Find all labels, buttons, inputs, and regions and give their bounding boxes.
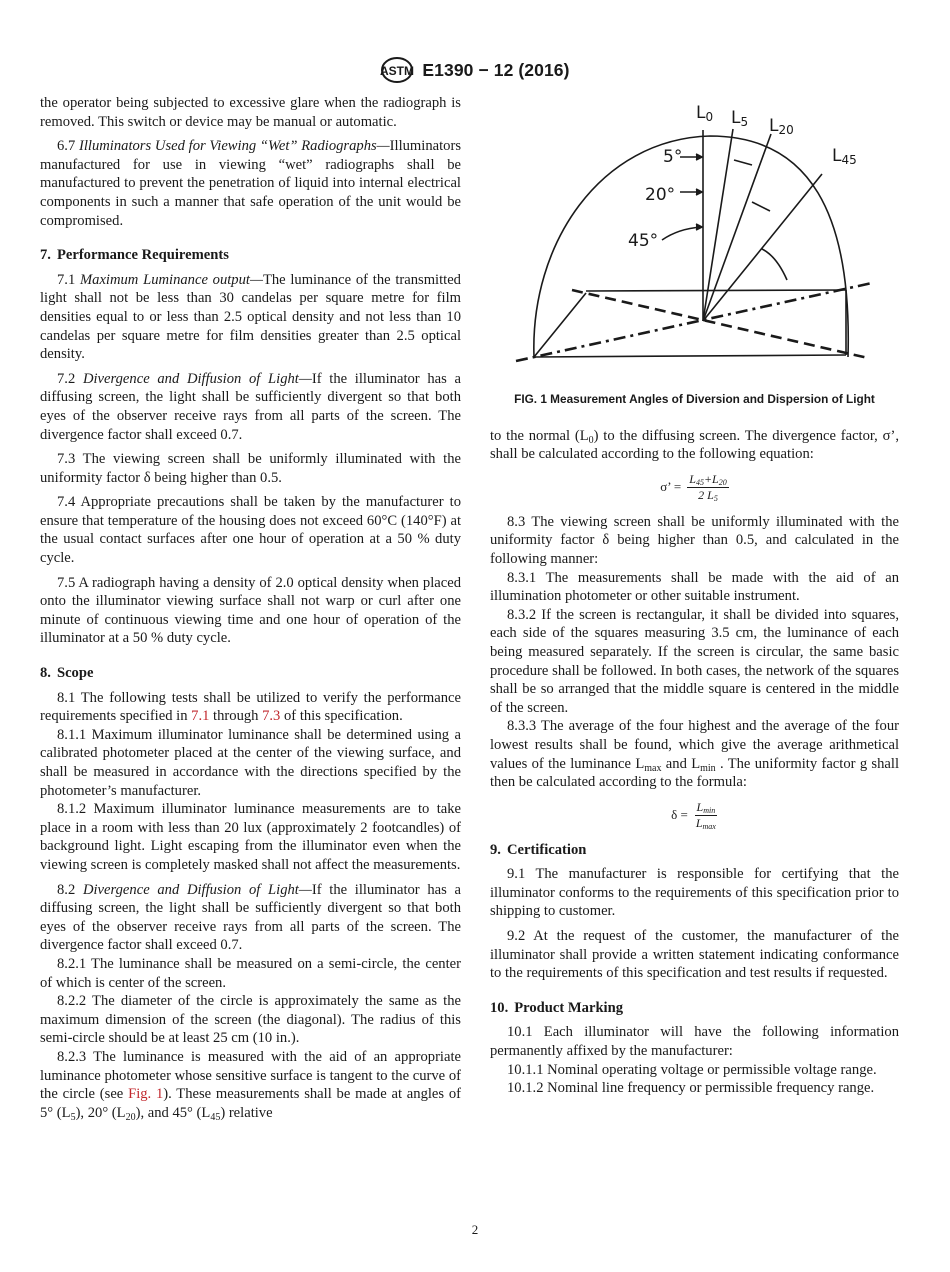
paragraph-8-1: 8.1 The following tests shall be utilized to verify the performance requirements specified in 7.1 through 7.3 of this specification. <box>40 689 461 725</box>
link-fig-1[interactable]: Fig. 1 <box>128 1086 164 1103</box>
svg-text:ASTM: ASTM <box>380 64 415 78</box>
paragraph-8-2-3: 8.2.3 The luminance is measured with the aid of an appropriate luminance photometer whose sensitive surface is tangent to the curve of the circle (see Fig. 1). These measurements shall be made at angles of 5° $(L_5)$, 20° $(L_{20})$, and 45° $(L_{45})$ relative <box>40 1048 462 1123</box>
paragraph-8-3: 8.3 The viewing screen shall be uniformly illuminated with the uniformity factor δ being higher than 0.5, and calculated in the following manner: <box>490 513 899 567</box>
paragraph-7-3: 7.3 The viewing screen shall be uniformly illuminated with the uniformity factor δ being higher than 0.5. <box>40 451 461 486</box>
link-7-1[interactable]: 7.1 <box>191 708 210 725</box>
paragraph-8-1-2: 8.1.2 Maximum illuminator luminance measurements are to take place in a room with less than 20 lux (approximately 2 footcandles) of background light. Light escaping from the illuminator even when the viewing screen is completely masked shall not affect the measurements. <box>40 801 461 873</box>
left-column <box>40 94 461 1122</box>
paragraph-8-2-1: 8.2.1 The luminance shall be measured on a semi-circle, the center of which is center of the screen. <box>40 955 461 991</box>
paragraph-8-3-1: 8.3.1 The measurements shall be made with the aid of an illumination photometer or other suitable instrument. <box>490 569 899 605</box>
paragraph-9-1: 9.1 The manufacturer is responsible for certifying that the illuminator conforms to the requirements of this specification prior to shipping to customer. <box>490 866 899 920</box>
label-l45: L45 <box>832 146 857 167</box>
figure-1-diagram <box>490 94 899 384</box>
document-id: E1390 − 12 (2016) <box>422 59 570 80</box>
section-9-heading: 9. Certification <box>490 841 587 858</box>
section-7-heading: 7. Performance Requirements <box>40 247 229 264</box>
label-l5: L5 <box>731 108 749 129</box>
label-20-degrees: 20° <box>645 185 676 205</box>
uniformity-equation: δ = $\frac{L_{min}}{L_{max}}$ <box>671 799 716 831</box>
label-5-degrees: 5° <box>663 147 683 167</box>
paragraph-8-2-2: 8.2.2 The diameter of the circle is approximately the same as the maximum dimension of the screen (the diagonal). The radius of this semi-circle should be at least 25 cm (10 in.). <box>40 993 461 1047</box>
paragraph-6-7: 6.7 Illuminators Used for Viewing “Wet” Radiographs—Illuminators manufactured for use in viewing “wet” radiographs shall be manufactured to prevent the penetration of liquid into internal electrical components in such a manner that safe operation of the unit would be compromised. <box>40 138 461 229</box>
section-10-heading: 10. Product Marking <box>490 999 624 1016</box>
paragraph-8-3-2: 8.3.2 If the screen is rectangular, it shall be divided into squares, each side of the squares measuring 3.5 cm, the luminance of each being measured separately. If the screen is circular, the same basic procedure shall be followed. In both cases, the network of the squares shall be so arranged that the middle square is centered in the middle of the screen. <box>490 606 899 716</box>
measurement-angles-diagram <box>490 94 899 374</box>
link-7-3[interactable]: 7.3 <box>262 708 281 725</box>
astm-logo-icon <box>380 56 414 84</box>
paragraph-8-2: 8.2 Divergence and Diffusion of Light—If the illuminator has a diffusing screen, the light shall be sufficiently divergent so that both eyes of the observer receive rays from all parts of the screen. The divergence factor shall exceed 0.7. <box>40 881 461 954</box>
paragraph-7-1: 7.1 Maximum Luminance output—The luminance of the transmitted light shall not be less than 30 candelas per square metre for film densities equal to or less than 2.5 optical density and not less than 10 candelas per square metre for film densities greater than 2.5 optical density. <box>40 271 461 363</box>
paragraph-continued: the operator being subjected to excessive glare when the radiograph is removed. This switch or device may be manual or automatic. <box>40 95 461 130</box>
label-45-degrees: 45° <box>628 231 659 251</box>
paragraph-8-3-3: 8.3.3 The average of the four highest and the average of the four lowest results shall be found, which give the average arithmetical values of the luminance $L_{max}$ and $L_{min}$ . The uniformity factor g shall then be calculated according to the formula: <box>490 718 899 791</box>
paragraph-10-1-2: 10.1.2 Nominal line frequency or permissible frequency range. <box>507 1080 875 1097</box>
paragraph-10-1: 10.1 Each illuminator will have the following information permanently affixed by the manufacturer: <box>490 1024 899 1060</box>
paragraph-10-1-1: 10.1.1 Nominal operating voltage or permissible voltage range. <box>507 1061 877 1078</box>
divergence-equation: σ’ = $\frac{L_{45}+L_{20}}{2 L_5}$ <box>660 471 727 503</box>
right-column <box>490 94 899 1098</box>
label-l0: L0 <box>696 103 714 124</box>
paragraph-8-1-1: 8.1.1 Maximum illuminator luminance shall be determined using a calibrated photometer placed at the center of the viewing surface, and shall be measured in accordance with the directions specified by the photometer’s manufacturer. <box>40 726 461 799</box>
section-8-heading: 8. Scope <box>40 665 94 682</box>
paragraph-7-4: 7.4 Appropriate precautions shall be taken by the manufacturer to ensure that temperature of the housing does not exceed 60°C (140°F) at the usual contact surfaces after one hour of operation at a 50 % duty cycle. <box>40 494 461 567</box>
paragraph-9-2: 9.2 At the request of the customer, the manufacturer of the illuminator shall provide a written statement indicating conformance to the requirements of this specification and test results if requested. <box>490 928 899 982</box>
page-header <box>0 56 950 84</box>
figure-caption: FIG. 1 Measurement Angles of Diversion and Dispersion of Light <box>514 392 875 406</box>
paragraph-7-5: 7.5 A radiograph having a density of 2.0 optical density when placed onto the illuminator viewing surface shall not warp or curl after one minute of continuous viewing time and one hour of operation of the illuminator at a 50 % duty cycle. <box>40 574 461 647</box>
paragraph-7-2: 7.2 Divergence and Diffusion of Light—If the illuminator has a diffusing screen, the light shall be sufficiently divergent so that both eyes of the observer receive rays from all parts of the screen. The divergence factor shall exceed 0.7. <box>40 370 461 443</box>
label-l20: L20 <box>769 116 794 137</box>
paragraph-continued-right: to the normal $(L_0)$ to the diffusing screen. The divergence factor, σ’, shall be calculated according to the following equation: <box>490 427 899 463</box>
page-number: 2 <box>471 1222 479 1237</box>
